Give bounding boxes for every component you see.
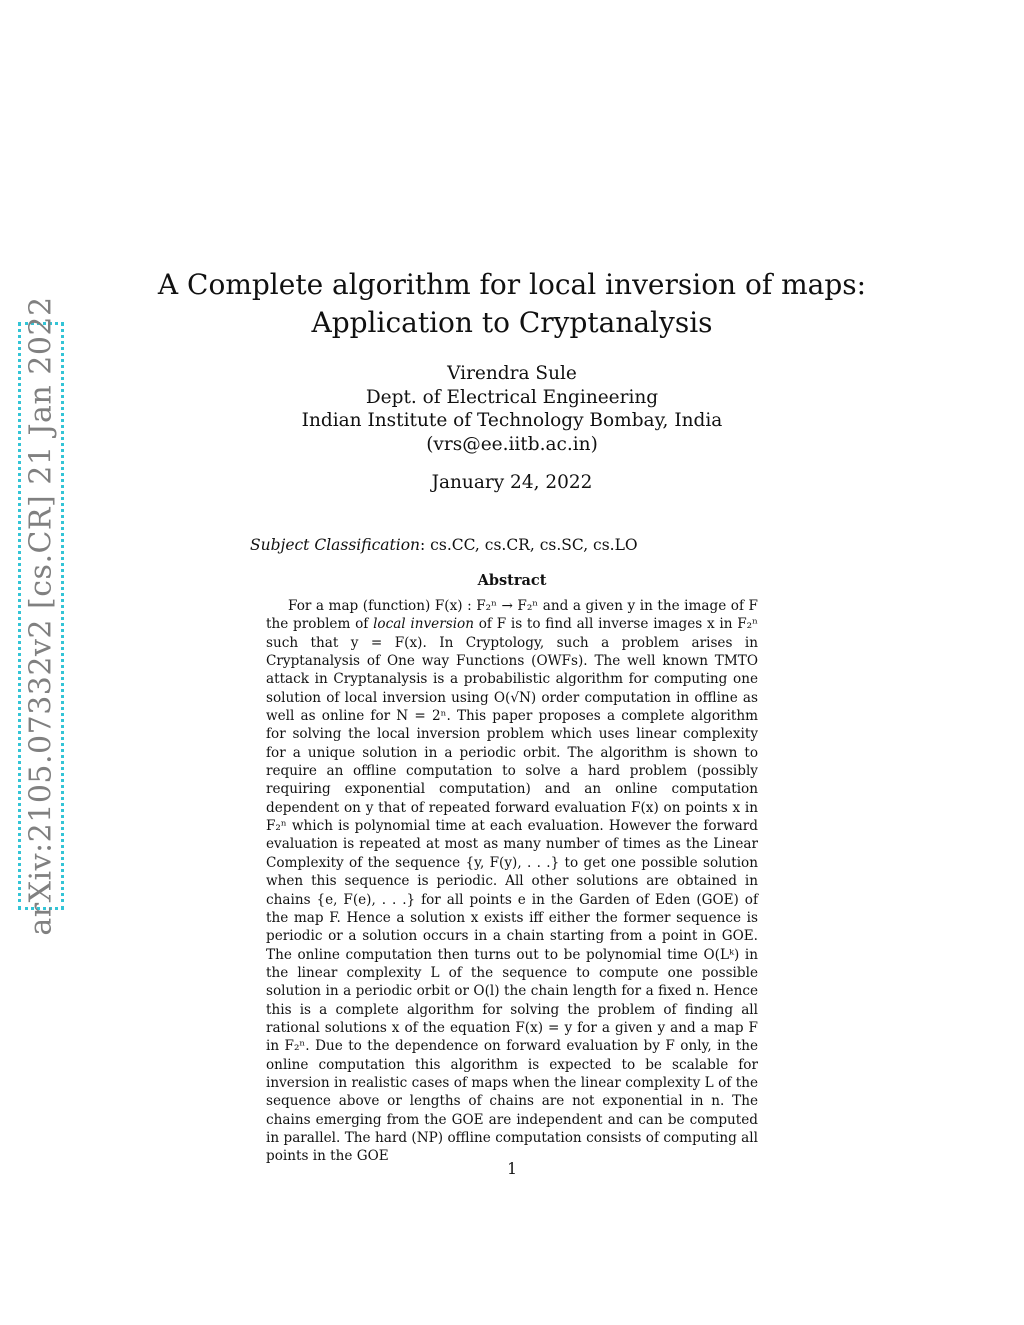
abstract-text-part-1: For a map (function) F(x) : F₂ⁿ → F₂ⁿ and a given y in the image of F the problem of [266,598,758,633]
subject-value: : cs.CC, cs.CR, cs.SC, cs.LO [420,536,638,554]
abstract-text-part-2: of F is to find all inverse images x in F₂ⁿ such that y = F(x). In Cryptology, such a problem arises in Cryptanalysis of One way Functions (OWFs). The well known TMTO attack in Cryptanalysis is a probabilistic algorithm for computing one solution of local inversion using O(√N) order computation in offline as well as online for N = 2ⁿ. This paper proposes a complete algorithm for solving the local inversion problem which uses linear complexity for a unique solution in a periodic orbit. The algorithm is shown to require an offline computation to solve a hard problem (possibly requiring exponential computation) and an online computation dependent on y that of repeated forward evaluation F(x) on points x in F₂ⁿ which is polynomial time at each evaluation. However the forward evaluation is repeated at most as many number of times as the Linear Complexity of the sequence {y, F(y), . . .} to get one possible solution when this sequence is periodic. All other solutions are obtained in chains {e, F(e), . . .} for all points e in the Garden of Eden (GOE) of the map F. Hence a solution x exists iff either the former sequence is periodic or a solution occurs in a chain starting from a point in GOE. The online computation then turns out to be polynomial time O(Lᵏ) in the linear complexity L of the sequence to compute one possible solution in a periodic orbit or O(l) the chain length for a fixed n. Hence this is a complete algorithm for solving the problem of finding all rational solutions x of the equation F(x) = y for a given y and a map F in F₂ⁿ. Due to the dependence on forward evaluation by F only, in the online computation this algorithm is expected to be scalable for inversion in realistic cases of maps when the linear complexity L of the sequence above or lengths of chains are not exponential in n. The chains emerging from the GOE are independent and can be computed in parallel. The hard (NP) offline computation consists of computing all points in the GOE [266,616,758,1165]
page-number: 1 [507,1160,517,1178]
author-department: Dept. of Electrical Engineering [365,386,659,408]
paper-title [150,266,874,342]
abstract-body [266,597,758,1166]
author-block [200,362,824,456]
title-line-2: Application to Cryptanalysis [311,306,713,339]
author-name: Virendra Sule [447,363,577,384]
arxiv-stamp [18,296,64,936]
title-line-1: A Complete algorithm for local inversion of maps: [157,268,867,301]
author-email: (vrs@ee.iitb.ac.in) [426,433,598,455]
arxiv-stamp-text: arXiv:2105.07332v2 [cs.CR] 21 Jan 2022 [23,296,59,936]
author-institute: Indian Institute of Technology Bombay, India [301,410,723,431]
abstract-heading: Abstract [477,572,547,589]
paper-date: January 24, 2022 [431,472,593,493]
subject-classification [250,536,638,554]
abstract-emphasis: local inversion [373,616,474,633]
subject-label: Subject Classification [250,536,421,554]
